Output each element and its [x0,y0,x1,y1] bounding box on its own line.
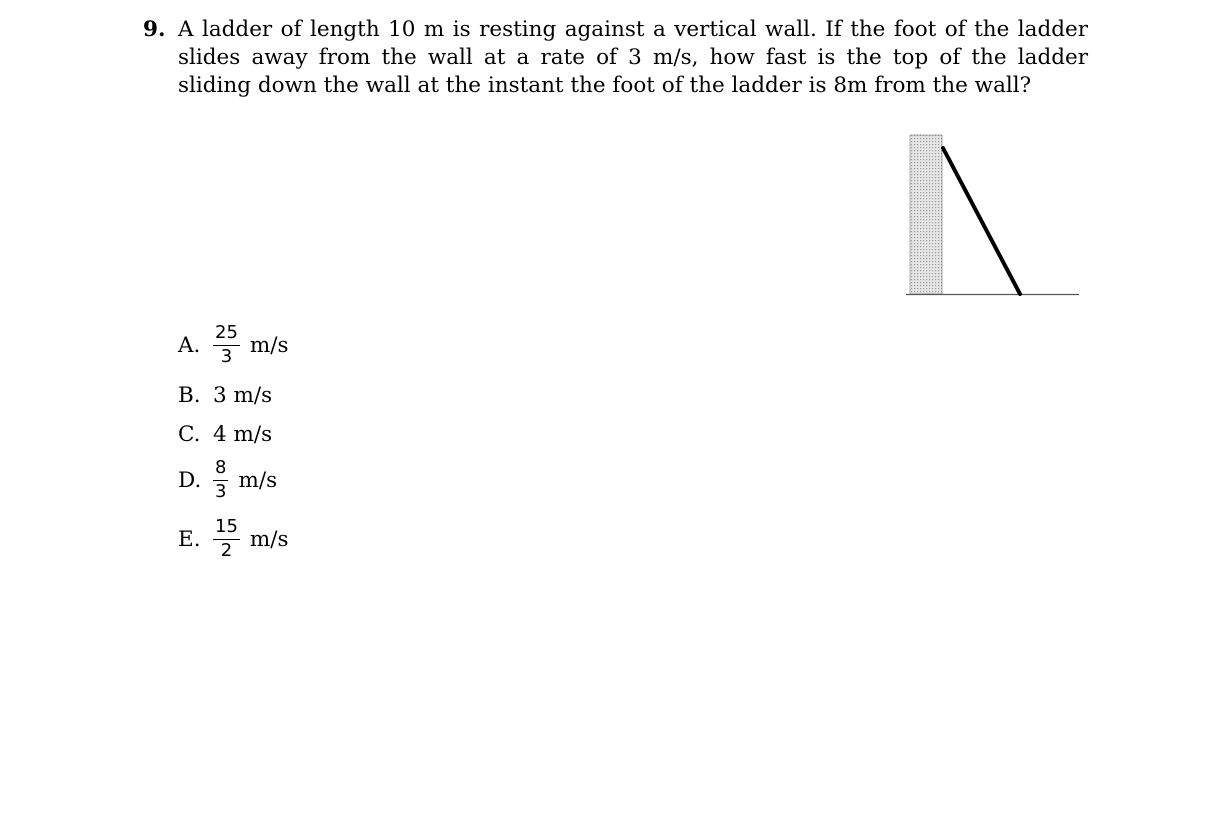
numerator: 8 [213,458,228,481]
choice-e [178,517,289,561]
denominator: 3 [215,481,227,502]
numerator: 25 [213,323,240,346]
question-9 [143,16,1088,100]
choice-letter: E. [178,526,201,552]
choice-letter: B. [178,383,201,408]
ladder [943,148,1020,294]
choice-b [178,383,272,408]
question-text: A ladder of length 10 m is resting against a vertical wall. If the foot of the ladder slides away from the wall at a rate of 3 m/s, how fast is the top of the ladder sliding down the wall at the instant the foot of the ladder is 8m from the wall? [178,17,1088,98]
unit: m/s [249,332,289,358]
numerator: 15 [213,517,240,540]
ladder-wall-diagram [905,132,1081,300]
choice-text: 3 m/s [213,383,273,408]
choice-letter: C. [178,422,201,447]
choice-letter: D. [178,467,202,493]
choice-c [178,422,272,447]
choice-d [178,458,277,502]
denominator: 2 [220,540,233,561]
question-number: 9. [143,17,166,42]
unit: m/s [238,467,278,493]
denominator: 3 [220,346,233,367]
unit: m/s [249,526,289,552]
fraction [213,517,240,561]
wall [910,135,942,294]
choice-a [178,323,289,367]
fraction [213,458,228,502]
choice-letter: A. [178,332,201,358]
fraction [213,323,240,367]
choice-text: 4 m/s [213,422,273,447]
